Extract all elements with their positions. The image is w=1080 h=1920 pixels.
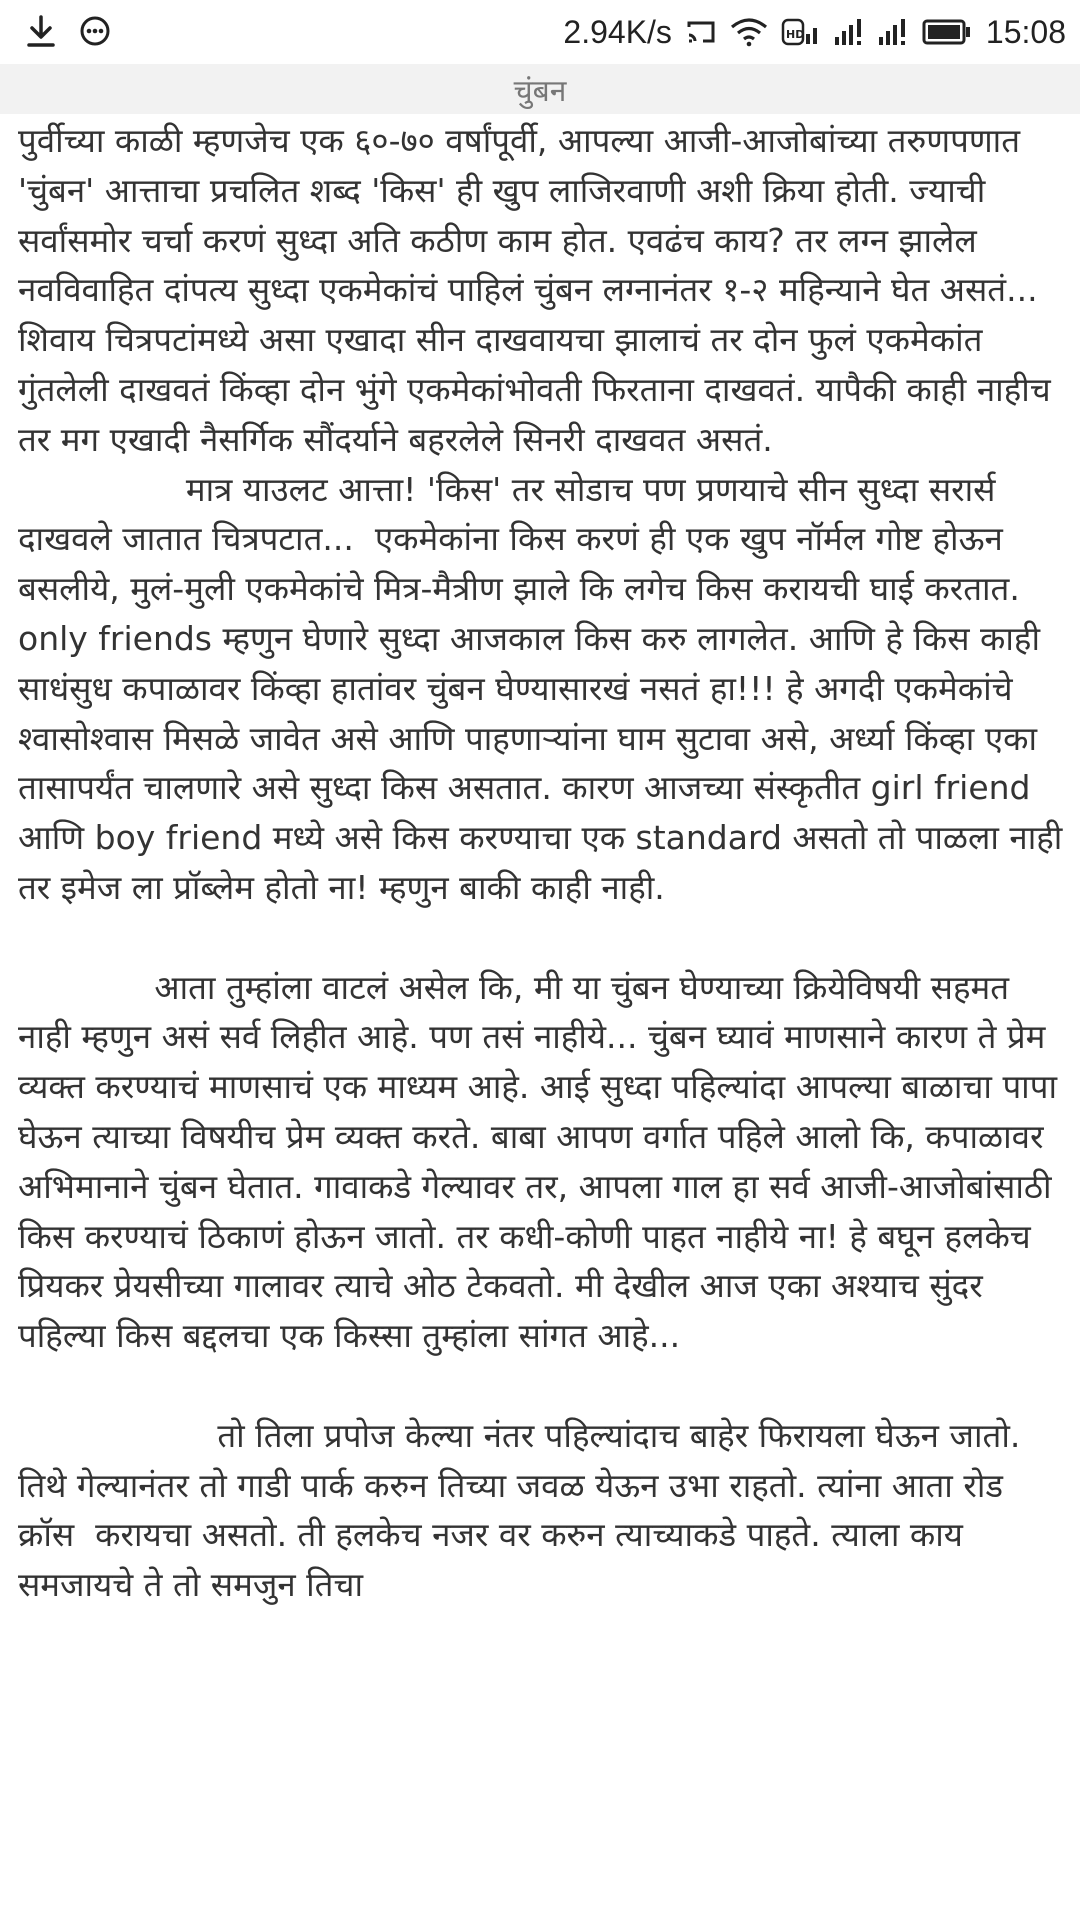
network-speed: 2.94K/s [563,13,672,50]
signal-icon [834,17,864,47]
article-paragraph-4: तो तिला प्रपोज केल्या नंतर पहिल्यांदाच बाहेर फिरायला घेऊन जातो. तिथे गेल्यानंतर तो गाडी पार्क करुन तिच्या जवळ येऊन उभा राहतो. त्यांना आता रोड क्रॉस करायचा असतो. ती हलकेच नजर वर करुन त्याच्याकडे पाहते. त्याला काय समजायचे ते तो समजुन तिचा [18,1415,1031,1605]
battery-icon [922,19,972,45]
page-title: चुंबन [513,73,567,109]
status-left-icons [26,14,112,48]
article-paragraph-3: आता तुम्हांला वाटलं असेल कि, मी या चुंबन घेण्याच्या क्रियेविषयी सहमत नाही म्हणुन असं सर्व लिहीत आहे. पण तसं नाहीये... चुंबन घ्यावं माणसाने कारण ते प्रेम व्यक्त करण्याचं माणसाचं एक माध्यम आहे. आई सुध्दा पहिल्यांदा आपल्या बाळाचा पापा घेऊन त्याच्या विषयीच प्रेम व्यक्त करते. बाबा आपण वर्गात पहिले आलो कि, कपाळावर अभिमानाने चुंबन घेतात. गावाकडे गेल्यावर तर, आपला गाल हा सर्व आजी-आजोबांसाठी किस करण्याचं ठिकाणं होऊन जातो. तर कधी-कोणी पाहत नाहीये ना! हे बघून हलकेच प्रियकर प्रेयसीच्या गालावर त्याचे ओठ टेकवतो. मी देखील आज एका अश्याच सुंदर पहिल्या किस बद्दलचा एक किस्सा तुम्हांला सांगत आहे... [18,967,1068,1356]
signal-icon-2 [878,17,908,47]
paragraph-spacer [18,1361,1066,1411]
hd-volte-icon [782,16,820,48]
svg-text:HD: HD [785,28,805,41]
cast-icon [686,19,716,45]
status-right-icons [563,8,1066,56]
article-content[interactable] [18,116,1073,1920]
clock: 15:08 [985,13,1066,50]
title-bar [0,64,1080,114]
article-paragraph-2: मात्र याउलट आत्ता! 'किस' तर सोडाच पण प्रणयाचे सीन सुध्दा सरार्स दाखवले जातात चित्रपटात... एकमेकांना किस करणं ही एक खुप नॉर्मल गोष्ट होऊन बसलीये, मुलं-मुली एकमेकांचे मित्र-मैत्रीण झाले कि लगेच किस करायची घाई करतात. only friends म्हणुन घेणारे सुध्दा आजकाल किस करु लागलेत. आणि हे किस काही साधंसुध कपाळावर किंव्हा हातांवर चुंबन घेण्यासारखं नसतं हा!!! हे अगदी एकमेकांचे श्वासोश्वास मिसळे जावेत असे आणि पाहणाऱ्यांना घाम सुटावा असे, अर्ध्या किंव्हा एका तासापर्यंत चालणारे असे सुध्दा किस असतात. कारण आजच्या संस्कृतीत girl friend आणि boy friend मध्ये असे किस करण्याचा एक standard असतो तो पाळला नाही तर इमेज ला प्रॉब्लेम होतो ना! म्हणुन बाकी काही नाही. [18,469,1073,907]
wifi-icon [730,17,768,47]
article-paragraph-1: पुर्वीच्या काळी म्हणजेच एक ६०-७० वर्षांपूर्वी, आपल्या आजी-आजोबांच्या तरुणपणात 'चुंबन' आत्ताचा प्रचलित शब्द 'किस' ही खुप लाजिरवाणी अशी क्रिया होती. ज्याची सर्वांसमोर चर्चा करणं सुध्दा अति कठीण काम होत. एवढंच काय? तर लग्न झालेल नवविवाहित दांपत्य सुध्दा एकमेकांचं पाहिलं चुंबन लग्नानंतर १-२ महिन्याने घेत असतं... शिवाय चित्रपटांमध्ये असा एखादा सीन दाखवायचा झालाचं तर दोन फुलं एकमेकांत गुंतलेली दाखवतं किंव्हा दोन भुंगे एकमेकांभोवती फिरताना दाखवतं. यापैकी काही नाहीच तर मग एखादी नैसर्गिक सौंदर्याने बहरलेले सिनरी दाखवत असतं. [18,121,1062,459]
status-bar [0,0,1080,64]
download-icon [26,14,56,48]
chat-icon [78,14,112,48]
paragraph-spacer [18,913,1066,963]
